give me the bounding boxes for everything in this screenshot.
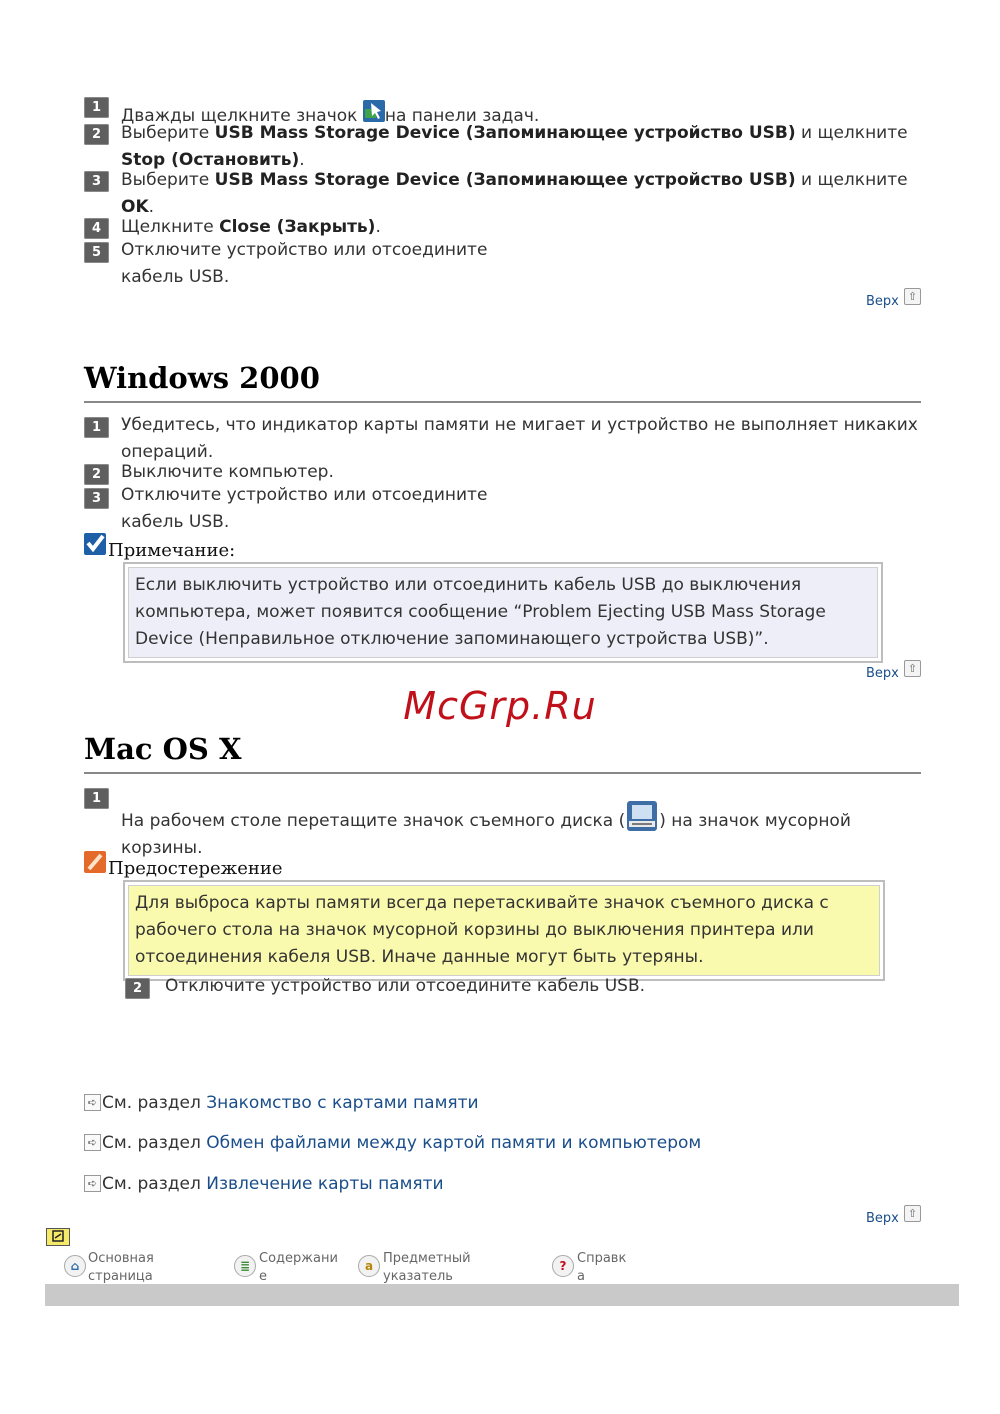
step-number: 1 bbox=[84, 788, 109, 809]
nav-contents[interactable]: Содержани е bbox=[259, 1251, 338, 1284]
see-also-link[interactable]: Извлечение карты памяти bbox=[206, 1174, 444, 1194]
step-number: 4 bbox=[84, 218, 109, 239]
divider bbox=[84, 401, 921, 403]
see-also-item: ➪ См. раздел Знакомство с картами памяти bbox=[84, 1093, 479, 1113]
step-text: Отключите устройство или отсоедините кабель USB. bbox=[121, 485, 488, 532]
up-arrow-icon[interactable]: ⇧ bbox=[904, 660, 921, 677]
help-icon[interactable]: ? bbox=[552, 1255, 574, 1277]
arrow-right-icon: ➪ bbox=[84, 1094, 101, 1111]
step-number: 1 bbox=[84, 417, 109, 438]
home-icon[interactable]: ⌂ bbox=[64, 1255, 86, 1277]
see-also-link[interactable]: Знакомство с картами памяти bbox=[206, 1093, 479, 1113]
step-number: 1 bbox=[84, 97, 109, 118]
section-title: Mac OS X bbox=[84, 732, 242, 766]
footer-bar bbox=[45, 1284, 959, 1306]
step-text: Отключите устройство или отсоедините кабель USB. bbox=[121, 240, 488, 287]
see-also-item: ➪ См. раздел Извлечение карты памяти bbox=[84, 1174, 444, 1194]
arrow-right-icon: ➪ bbox=[84, 1134, 101, 1151]
divider bbox=[84, 772, 921, 774]
caution-box: Для выброса карты памяти всегда перетаскивайте значок съемного диска с рабочего стола на значок мусорной корзины до выключения принтера или отсоединения кабеля USB. Иначе данные могут быть утеряны. bbox=[123, 880, 885, 981]
nav-help[interactable]: Справк а bbox=[577, 1251, 627, 1284]
step-text: Выключите компьютер. bbox=[121, 462, 334, 482]
up-arrow-icon[interactable]: ⇧ bbox=[904, 1205, 921, 1222]
print-icon[interactable] bbox=[46, 1228, 70, 1246]
index-icon[interactable]: a bbox=[358, 1255, 380, 1277]
step-number: 2 bbox=[125, 978, 150, 999]
note-box: Если выключить устройство или отсоединить кабель USB до выключения компьютера, может появится сообщение “Problem Ejecting USB Mass Storage Device (Неправильное отключение запоминающего устройства USB)”. bbox=[123, 562, 883, 663]
nav-home[interactable]: Основная страница bbox=[88, 1251, 154, 1284]
safely-remove-hardware-icon bbox=[363, 100, 385, 122]
step-number: 3 bbox=[84, 488, 109, 509]
top-link[interactable]: Верх bbox=[866, 294, 899, 309]
note-title: Примечание: bbox=[108, 540, 236, 561]
step-text: Дважды щелкните значок на панели задач. bbox=[121, 100, 539, 130]
step-text: Отключите устройство или отсоедините кабель USB. bbox=[165, 976, 646, 996]
see-also-link[interactable]: Обмен файлами между картой памяти и компьютером bbox=[206, 1133, 702, 1153]
see-also-item: ➪ См. раздел Обмен файлами между картой памяти и компьютером bbox=[84, 1133, 701, 1153]
contents-icon[interactable]: ≣ bbox=[234, 1255, 256, 1277]
caution-icon bbox=[84, 851, 106, 873]
check-note-icon bbox=[84, 533, 106, 555]
step-text: Выберите USB Mass Storage Device (Запоминающее устройство USB) и щелкните OK. bbox=[121, 170, 908, 217]
step-number: 3 bbox=[84, 171, 109, 192]
step-text: Выберите USB Mass Storage Device (Запоминающее устройство USB) и щелкните Stop (Остановить). bbox=[121, 123, 908, 170]
step-number: 2 bbox=[84, 464, 109, 485]
nav-index[interactable]: Предметный указатель bbox=[383, 1251, 471, 1284]
step-text: Щелкните Close (Закрыть). bbox=[121, 217, 381, 237]
section-title: Windows 2000 bbox=[84, 361, 320, 395]
step-number: 5 bbox=[84, 242, 109, 263]
top-link[interactable]: Верх bbox=[866, 1211, 899, 1226]
top-link[interactable]: Верх bbox=[866, 666, 899, 681]
step-text: Убедитесь, что индикатор карты памяти не мигает и устройство не выполняет никаких операций. bbox=[121, 415, 918, 462]
arrow-right-icon: ➪ bbox=[84, 1175, 101, 1192]
removable-disk-icon bbox=[626, 800, 658, 832]
step-text: На рабочем столе перетащите значок съемного диска ( ) на значок мусорной корзины. bbox=[121, 800, 921, 862]
step-number: 2 bbox=[84, 124, 109, 145]
caution-title: Предостережение bbox=[108, 858, 283, 879]
watermark: McGrp.Ru bbox=[403, 684, 597, 728]
up-arrow-icon[interactable]: ⇧ bbox=[904, 288, 921, 305]
